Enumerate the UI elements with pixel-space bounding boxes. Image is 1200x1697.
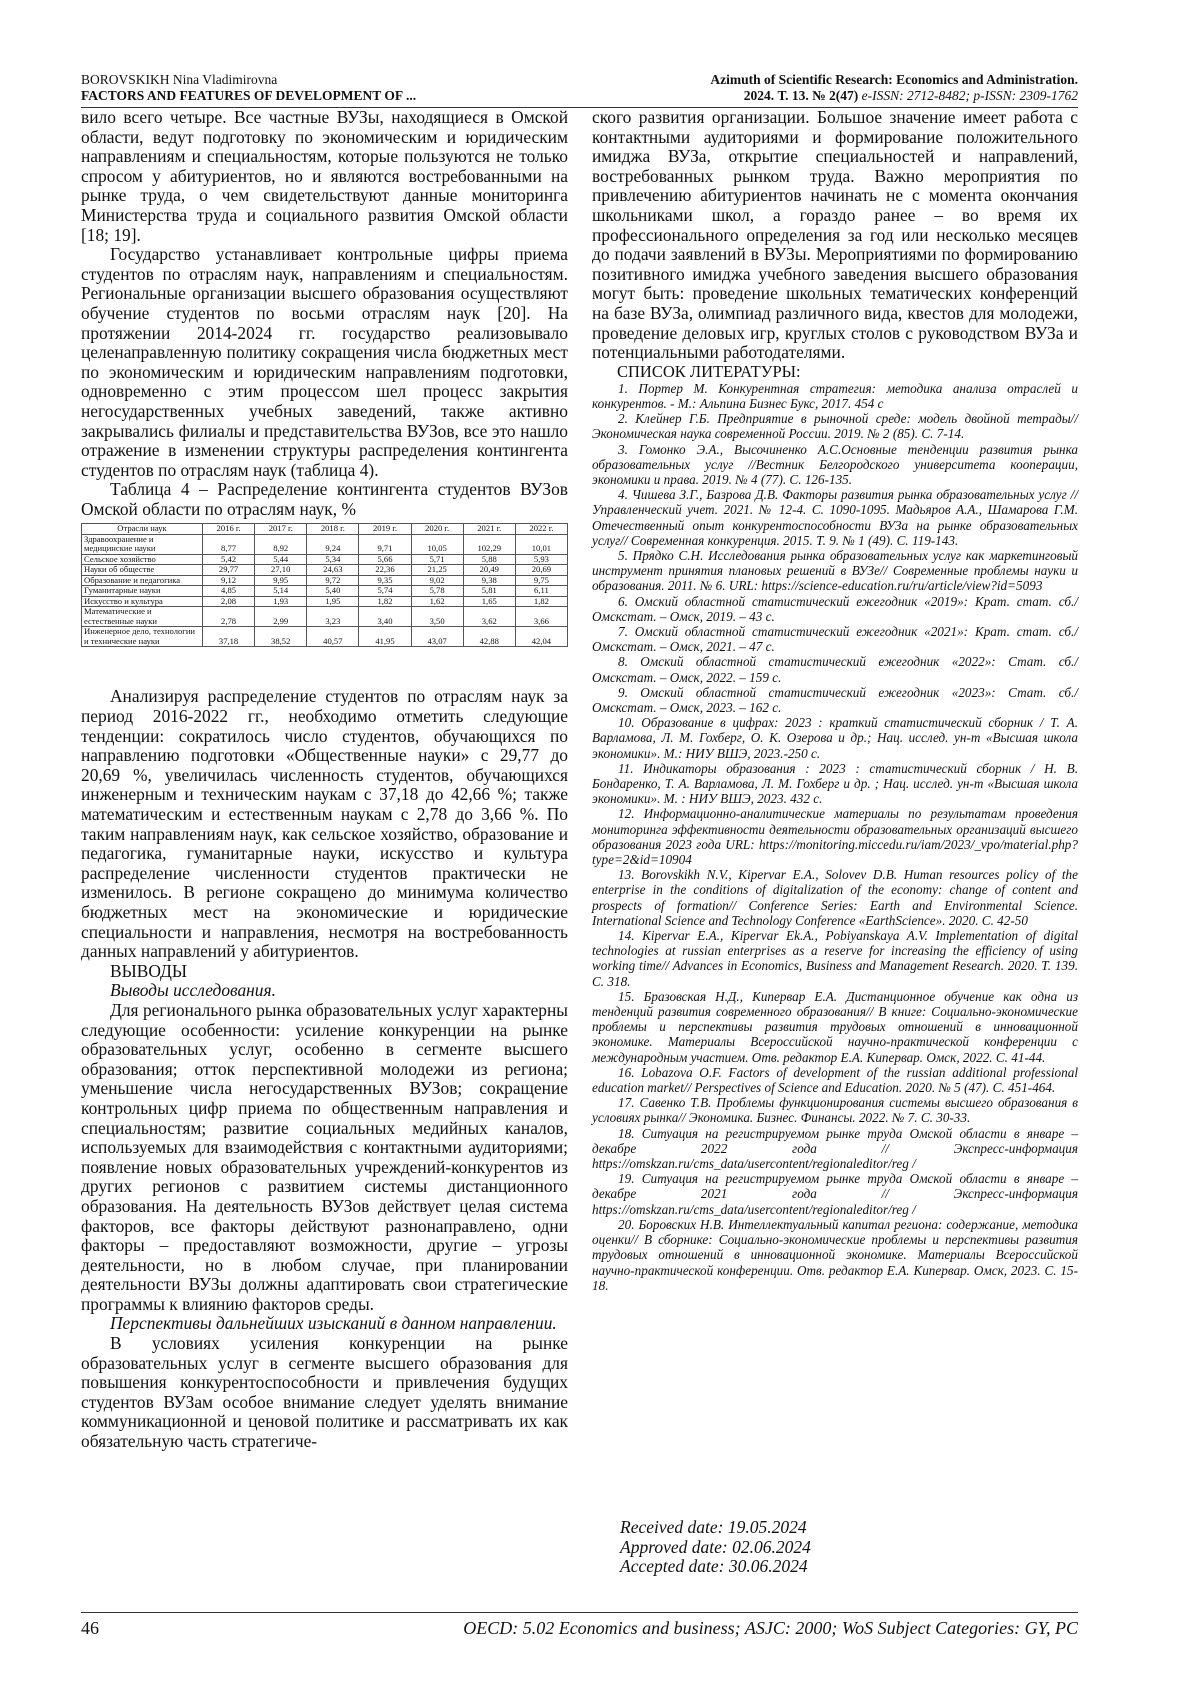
- table-row: [82, 534, 568, 554]
- left-paragraph-1: вило всего четыре. Все частные ВУЗы, находящиеся в Омской области, ведут подготовку по экономическим и юридическим направлениям и специальностям, которые пользуются не только спросом у абитуриентов, но и являются востребованными на рынке труда, о чем свидетельствуют данные мониторинга Министерства труда и социального развития Омской области [18; 19].: [81, 107, 568, 245]
- table-cell: 1,65: [463, 596, 515, 607]
- table-cell: 9,12: [203, 575, 255, 586]
- table-cell: 9,35: [359, 575, 411, 586]
- table-row-label: Искусство и культура: [82, 596, 203, 607]
- reference-item: 12. Информационно-аналитические материалы по результатам проведения мониторинга эффективности деятельности образовательных организаций высшего образования 2023 года URL: https://monitoring.miccedu.ru/iam/2023/_vpo/material.php?type=2&id=10904: [592, 806, 1078, 868]
- table-cell: 5,14: [255, 586, 307, 597]
- table-cell: 2,99: [255, 607, 307, 627]
- accepted-date: Accepted date: 30.06.2024: [620, 1556, 808, 1576]
- table-row-label: Гуманитарные науки: [82, 586, 203, 597]
- reference-item: 10. Образование в цифрах: 2023 : краткий статистический сборник / Т. А. Варламова, Л. М. Гохберг, О. К. Озерова и др.; Нац. исслед. ун-т «Высшая школа экономики». М.: НИУ ВШЭ, 2023.-250 с.: [592, 715, 1078, 761]
- received-date: Received date: 19.05.2024: [620, 1517, 807, 1537]
- table-cell: 3,50: [411, 607, 463, 627]
- table-column-header: 2017 г.: [255, 524, 307, 535]
- table-cell: 9,72: [307, 575, 359, 586]
- table-cell: 41,95: [359, 627, 411, 647]
- table-cell: 22,36: [359, 565, 411, 576]
- reference-item: 20. Боровских Н.В. Интеллектуальный капитал региона: содержание, методика оценки// В сборнике: Социально-экономические проблемы и перспективы развития трудовых отношений в инновационной экономике. Материалы Всероссийской научно-практической конференции. Отв. редактор Е.А. Кипервар. Омск, 2023. С. 15-18.: [592, 1216, 1078, 1293]
- table-cell: 42,88: [463, 627, 515, 647]
- table-row-label: Инженерное дело, технологии и технические науки: [82, 627, 203, 647]
- table-cell: 43,07: [411, 627, 463, 647]
- table-cell: 8,77: [203, 534, 255, 554]
- table-cell: 27,10: [255, 565, 307, 576]
- table-row: [82, 596, 568, 607]
- table-cell: 5,74: [359, 586, 411, 597]
- table-cell: 4,85: [203, 586, 255, 597]
- header-journal: Azimuth of Scientific Research: Economics and Administration.: [710, 72, 1078, 87]
- left-paragraph-4: Для регионального рынка образовательных услуг характерны следующие особенности: усиление конкуренции на рынке образовательных услуг, особенно в сегменте высшего образования; отток перспективной молодежи из региона; уменьшение числа негосударственных ВУЗов; сокращение контрольных цифр приема по общественным направления и специальностям; развитие социальных медийных каналов, используемых для взаимодействия с контактными аудиториями; появление новых образовательных учреждений-конкурентов из других регионов с развитием системы дистанционного образования. На деятельность ВУЗов действует целая система факторов, все факторы действуют разнонаправлено, одни факторы – предоставляют возможности, другие – угрозы деятельности, но в любом случае, при планировании деятельности ВУЗы должны адаптировать свои стратегические программы к влиянию факторов среды.: [81, 999, 568, 1314]
- table-cell: 9,02: [411, 575, 463, 586]
- left-column: [81, 108, 568, 1452]
- table-cell: 5,71: [411, 554, 463, 565]
- header-article-title: FACTORS AND FEATURES OF DEVELOPMENT OF ...: [81, 88, 417, 103]
- table-cell: 3,66: [515, 607, 567, 627]
- table-column-header: Отрасли наук: [82, 524, 203, 535]
- table-column-header: 2019 г.: [359, 524, 411, 535]
- table-cell: 3,62: [463, 607, 515, 627]
- header-author: BOROVSKIKH Nina Vladimirovna: [81, 72, 278, 87]
- table-cell: 5,44: [255, 554, 307, 565]
- footer-rule: [81, 1612, 1078, 1613]
- header-issue: 2024. Т. 13. № 2(47): [743, 88, 859, 103]
- approved-date: Approved date: 02.06.2024: [620, 1536, 811, 1557]
- reference-item: 17. Савенко Т.В. Проблемы функционирования системы высшего образования в условиях рынка// Экономика. Бизнес. Финансы. 2022. № 7. С. 30-33.: [592, 1095, 1078, 1126]
- table-cell: 10,01: [515, 534, 567, 554]
- table-column-header: 2022 г.: [515, 524, 567, 535]
- table-cell: 20,69: [515, 565, 567, 576]
- conclusions-subheading: Выводы исследования.: [110, 980, 276, 1001]
- table-row: [82, 565, 568, 576]
- table-cell: 1,62: [411, 596, 463, 607]
- table-cell: 3,40: [359, 607, 411, 627]
- table-caption: Таблица 4 – Распределение контингента студентов ВУЗов Омской области по отраслям наук, %: [81, 479, 568, 519]
- table-cell: 29,77: [203, 565, 255, 576]
- table-cell: 9,75: [515, 575, 567, 586]
- left-paragraph-5: В условиях усиления конкуренции на рынке образовательных услуг в сегменте высшего образования для повышения конкурентоспособности и привлечения будущих студентов ВУЗам особое внимание следует уделять внимание коммуникационной и ценовой политике и рассматривать их как обязательную часть стратегиче-: [81, 1333, 568, 1452]
- reference-item: 7. Омский областной статистический ежегодник «2021»: Крат. стат. сб./Омскстат. – Омск, 2021. – 47 с.: [592, 623, 1078, 655]
- table-row: [82, 575, 568, 586]
- table-cell: 5,78: [411, 586, 463, 597]
- table-row-label: Образование и педагогика: [82, 575, 203, 586]
- reference-item: 15. Бразовская Н.Д., Кипервар Е.А. Дистанционное обучение как одна из тенденций развития современного образования// В книге: Социально-экономические проблемы и перспективы развития трудовых отношений в инновационной экономике. Материалы Всероссийской научно-практической конференции с международным участием. Отв. редактор Е.А. Кипервар. Омск, 2022. С. 41-44.: [592, 988, 1078, 1065]
- table-cell: 24,63: [307, 565, 359, 576]
- table-cell: 38,52: [255, 627, 307, 647]
- left-paragraph-3: Анализируя распределение студентов по отраслям наук за период 2016-2022 гг., необходимо отметить следующие тенденции: сократилось число студентов, обучающихся по направлению подготовки «Общественные науки» с 29,77 до 20,69 %, увеличилась численность студентов, обучающихся инженерным и техническим наукам с 37,18 до 42,66 %; также математическим и естественным наукам с 2,78 до 3,66 %. По таким направлениям наук, как сельское хозяйство, образование и педагогика, гуманитарные науки, искусство и культура распределение численности студентов практически не изменилось. В регионе сокращено до минимума количество бюджетных мест на экономические и юридические специальности и направления, несмотря на востребованность данных направлений у абитуриентов.: [81, 686, 568, 962]
- reference-item: 4. Чишева З.Г., Базрова Д.В. Факторы развития рынка образовательных услуг //Управленческий учет. 2021. № 12-4. С. 1090-1095. Мадьяров А.А., Шамарова Г.М. Отечественный опыт конкурентоспособности ВУЗа на рынке образовательных услуг// Современная конкуренция. 2015. Т. 9. № 1 (49). С. 119-143.: [592, 487, 1078, 548]
- table-cell: 5,88: [463, 554, 515, 565]
- article-dates: [620, 1518, 811, 1577]
- reference-item: 3. Гомонко Э.А., Высочиненко А.С.Основные тенденции развития рынка образовательных услуг //Вестник Белгородского университета кооперации, экономики и права. 2019. № 4 (77). С. 126-135.: [592, 441, 1078, 487]
- page-number: 46: [81, 1618, 99, 1638]
- table-cell: 3,23: [307, 607, 359, 627]
- table-row: [82, 586, 568, 597]
- table-cell: 9,38: [463, 575, 515, 586]
- table-cell: 102,29: [463, 534, 515, 554]
- table-cell: 20,49: [463, 565, 515, 576]
- reference-item: 9. Омский областной статистический ежегодник «2023»: Стат. сб./Омскстат. – Омск, 2023. – 162 с.: [592, 684, 1078, 715]
- table-row: [82, 627, 568, 647]
- table-cell: 37,18: [203, 627, 255, 647]
- table-cell: 5,81: [463, 586, 515, 597]
- table-cell: 1,82: [359, 596, 411, 607]
- table-cell: 1,95: [307, 596, 359, 607]
- perspectives-heading: Перспективы дальнейших изысканий в данном направлении.: [110, 1313, 557, 1334]
- distribution-table: [81, 523, 568, 647]
- table-column-header: 2018 г.: [307, 524, 359, 535]
- header-issue-line: [518, 88, 1078, 104]
- reference-item: 16. Lobazova O.F. Factors of development of the russian additional professional education market// Perspectives of Science and Education. 2020. № 5 (47). С. 451-464.: [592, 1064, 1078, 1096]
- table-cell: 5,42: [203, 554, 255, 565]
- table-column-header: 2020 г.: [411, 524, 463, 535]
- table-cell: 9,24: [307, 534, 359, 554]
- table-row: [82, 607, 568, 627]
- table-cell: 6,11: [515, 586, 567, 597]
- table-row: [82, 554, 568, 565]
- table-cell: 8,92: [255, 534, 307, 554]
- table-column-header: 2021 г.: [463, 524, 515, 535]
- footer-classification: OECD: 5.02 Economics and business; ASJC: 2000; WoS Subject Categories: GY, PC: [463, 1618, 1078, 1638]
- table-row-label: Здравоохранение и медицинские науки: [82, 534, 203, 554]
- table-cell: 10,05: [411, 534, 463, 554]
- table-row-label: Математические и естественные науки: [82, 607, 203, 627]
- reference-item: 14. Kipervar E.A., Kipervar Ek.A., Pobiyanskaya A.V. Implementation of digital technologies at russian enterprises as a reserve for increasing the efficiency of using working time// Advances in Economics, Business and Management Research. 2020. Т. 139. С. 318.: [592, 928, 1078, 989]
- reference-item: 1. Портер М. Конкурентная стратегия: методика анализа отраслей и конкурентов. - М.: Альпина Бизнес Букс, 2017. 454 с: [592, 380, 1078, 411]
- reference-item: 18. Ситуация на регистрируемом рынке труда Омской области в январе – декабре 2022 года // Экспресс-информация https://omskzan.ru/cms_data/usercontent/regionaleditor/reg /: [592, 1125, 1078, 1172]
- reference-item: 2. Клейнер Г.Б. Предприятие в рыночной среде: модель двойной тетрады// Экономическая наука современной России. 2019. № 2 (85). С. 7-14.: [592, 411, 1078, 442]
- table-cell: 42,04: [515, 627, 567, 647]
- reference-item: 5. Прядко С.Н. Исследования рынка образовательных услуг как маркетинговый инструмент принятия плановых решений в ВУЗе// Современные проблемы науки и образования. 2011. № 6. URL: https://science-education.ru/ru/article/view?id=5093: [592, 547, 1078, 594]
- reference-item: 8. Омский областной статистический ежегодник «2022»: Стат. сб./Омскстат. – Омск, 2022. – 159 с.: [592, 654, 1078, 685]
- references-title: СПИСОК ЛИТЕРАТУРЫ:: [617, 361, 801, 381]
- reference-item: 19. Ситуация на регистрируемом рынке труда Омской области в январе – декабре 2021 года // Экспресс-информация https://omskzan.ru/cms_data/usercontent/regionaleditor/reg /: [592, 1171, 1078, 1217]
- table-cell: 9,71: [359, 534, 411, 554]
- table-cell: 40,57: [307, 627, 359, 647]
- table-cell: 5,66: [359, 554, 411, 565]
- reference-item: 13. Borovskikh N.V., Kipervar E.A., Solovev D.B. Human resources policy of the enterprise in the conditions of digitalization of the economy: change of content and prospects of formation// Conference Series: Earth and Environmental Science. International Science and Technology Conference «EarthScience». 2020. С. 42-50: [592, 867, 1078, 928]
- table-cell: 5,93: [515, 554, 567, 565]
- reference-item: 6. Омский областной статистический ежегодник «2019»: Крат. стат. сб./Омскстат. – Омск, 2019. – 43 с.: [592, 593, 1078, 624]
- table-cell: 1,82: [515, 596, 567, 607]
- left-paragraph-2: Государство устанавливает контрольные цифры приема студентов по отраслям наук, направлениям и специальностям. Региональные организации высшего образования осуществляют обучение студентов по восьми отраслям наук [20]. На протяжении 2014-2024 гг. государство реализовывало целенаправленную политику сокращения числа бюджетных мест по экономическим и юридическим направлениям подготовки, одновременно с этим процессом шел процесс закрытия негосударственных учебных заведений, также активно закрывались филиалы и представительства ВУЗов, все это нашло отражение в изменении структуры распределения контингента студентов по отраслям наук (таблица 4).: [81, 244, 568, 480]
- table-cell: 2,08: [203, 596, 255, 607]
- reference-item: 11. Индикаторы образования : 2023 : статистический сборник / Н. В. Бондаренко, Т. А. Варламова, Л. М. Гохберг и др. ; Нац. исслед. ун-т «Высшая школа экономики». М. : НИУ ВШЭ, 2023. 432 с.: [592, 760, 1078, 807]
- header-issn: e-ISSN: 2712-8482; p-ISSN: 2309-1762: [858, 88, 1078, 103]
- table-cell: 5,34: [307, 554, 359, 565]
- table-body: [82, 534, 568, 647]
- running-header-right: [518, 72, 1078, 104]
- table-row-label: Сельское хозяйство: [82, 554, 203, 565]
- table-column-header: 2016 г.: [203, 524, 255, 535]
- references-list: [592, 381, 1078, 1293]
- table-cell: 1,93: [255, 596, 307, 607]
- table-cell: 5,40: [307, 586, 359, 597]
- running-header-left: [81, 72, 561, 104]
- right-paragraph-1: ского развития организации. Большое значение имеет работа с контактными аудиториями и формирование положительного имиджа ВУЗа, открытие специальностей и направлений, востребованных рынком труда. Важно мероприятия по привлечению абитуриентов начинать не с момента окончания школьниками школ, а гораздо ранее – во время их профессионального определения за год или несколько месяцев до подачи заявлений в ВУЗы. Мероприятиями по формированию позитивного имиджа учебного заведения высшего образования могут быть: проведение школьных тематических конференций на базе ВУЗа, олимпиад различного вида, квестов для молодежи, проведение деловых игр, круглых столов с руководством ВУЗа и потенциальными работодателями.: [592, 107, 1078, 363]
- table-row-label: Науки об обществе: [82, 565, 203, 576]
- table-cell: 2,78: [203, 607, 255, 627]
- conclusions-heading: ВЫВОДЫ: [110, 960, 188, 981]
- table-header-row: [82, 524, 568, 535]
- table-cell: 21,25: [411, 565, 463, 576]
- table-cell: 9,95: [255, 575, 307, 586]
- right-column: [592, 108, 1078, 1293]
